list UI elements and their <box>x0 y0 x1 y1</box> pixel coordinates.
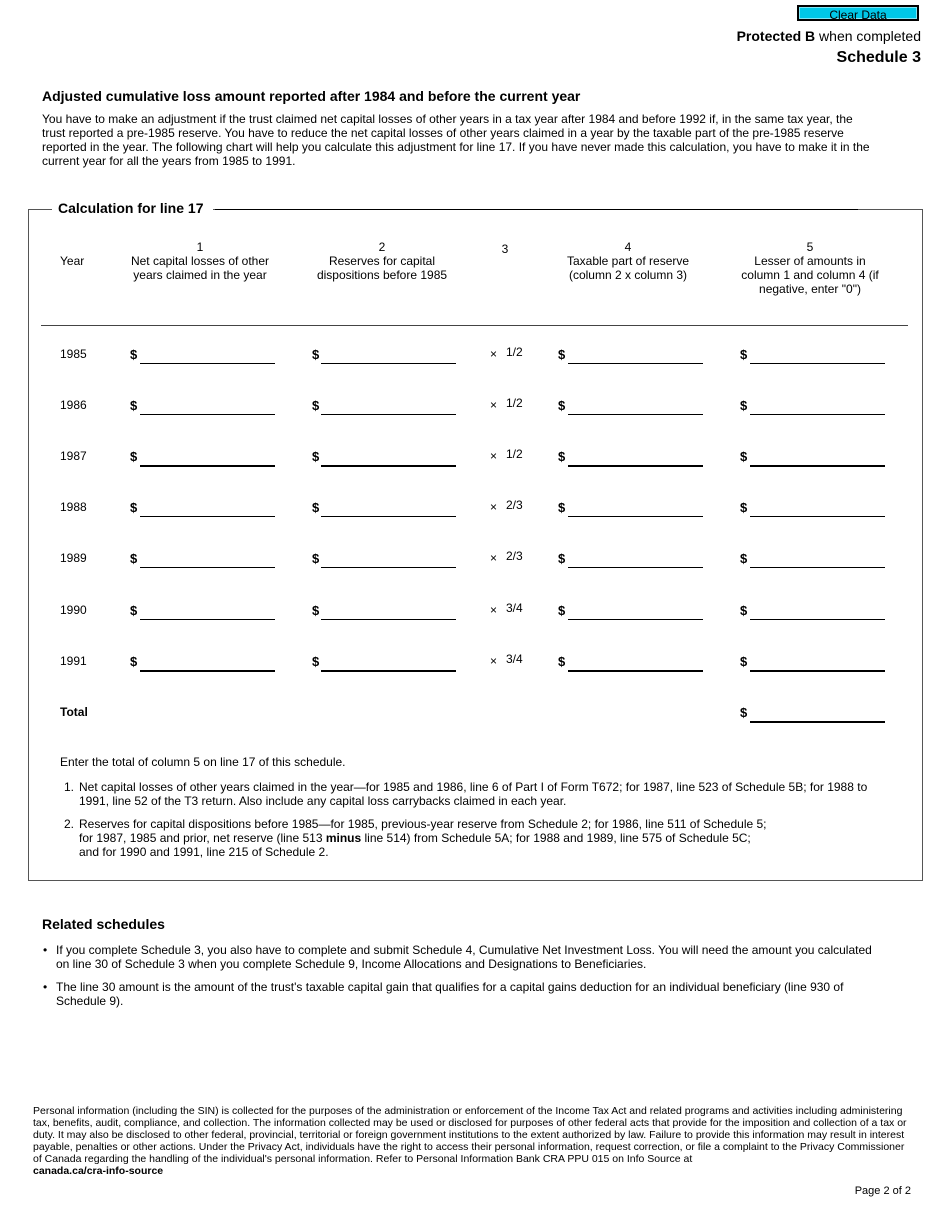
row-column-4-input[interactable] <box>568 553 703 568</box>
column-3-header: 3 <box>501 242 509 256</box>
row-column-4-input[interactable] <box>568 502 703 517</box>
row-column-4-input[interactable] <box>568 605 703 620</box>
row-year: 1986 <box>60 398 87 412</box>
dollar-sign: $ <box>740 398 748 413</box>
row-column-2-input[interactable] <box>321 656 456 672</box>
row-column-1-input[interactable] <box>140 400 275 415</box>
protected-b-label: Protected B when completed <box>736 28 921 44</box>
row-column-2-input[interactable] <box>321 502 456 517</box>
column-5-header: 5 Lesser of amounts in column 1 and column 4 (if negative, enter "0") <box>741 240 879 296</box>
row-factor: 2/3 <box>506 498 523 512</box>
row-column-5-input[interactable] <box>750 349 885 364</box>
dollar-sign: $ <box>312 500 320 515</box>
multiply-sign: × <box>490 551 498 565</box>
column-4-header: 4 Taxable part of reserve (column 2 x column 3) <box>566 240 690 282</box>
note-2: 2. Reserves for capital dispositions before 1985—for 1985, previous-year reserve from Schedule 2; for 1986, line 511 of Schedule 5; for 1987, 1985 and prior, net reserve (line 513 minus line 514) from Schedule 5A; for 1988 and 1989, line 575 of Schedule 5C; and for 1990 and 1991, line 215 of Schedule 2. <box>64 817 767 859</box>
row-column-5-input[interactable] <box>750 553 885 568</box>
schedule-title: Schedule 3 <box>836 49 921 66</box>
row-factor: 1/2 <box>506 345 523 359</box>
row-column-4-input[interactable] <box>568 400 703 415</box>
row-column-2-input[interactable] <box>321 400 456 415</box>
dollar-sign: $ <box>740 500 748 515</box>
dollar-sign: $ <box>130 347 138 362</box>
row-column-1-input[interactable] <box>140 451 275 467</box>
multiply-sign: × <box>490 500 498 514</box>
dollar-sign: $ <box>558 551 566 566</box>
multiply-sign: × <box>490 347 498 361</box>
dollar-sign: $ <box>740 705 748 720</box>
dollar-sign: $ <box>558 654 566 669</box>
privacy-notice: Personal information (including the SIN) is collected for the purposes of the administration or enforcement of the Income Tax Act and related programs and activities including administering tax, benefits, audit, compliance, and collection. The information collected may be used or disclosed for purposes of other federal acts that provide for the imposition and collection of a tax or duty. It may also be disclosed to other federal, provincial, territorial or foreign government institutions to the extent authorized by law. Failure to provide this information may result in interest payable, penalties or other actions. Under the Privacy Act, individuals have the right to access their personal information, request correction, or file a complaint to the Privacy Commissioner of Canada regarding the handling of the individual's personal information. Refer to Personal Information Bank CRA PPU 015 on Info Source at canada.ca/cra-info-source <box>33 1105 907 1177</box>
clear-data-button[interactable]: Clear Data <box>797 5 919 21</box>
dollar-sign: $ <box>130 449 138 464</box>
dollar-sign: $ <box>312 654 320 669</box>
row-year: 1988 <box>60 500 87 514</box>
multiply-sign: × <box>490 654 498 668</box>
row-column-4-input[interactable] <box>568 451 703 467</box>
row-column-1-input[interactable] <box>140 605 275 620</box>
multiply-sign: × <box>490 603 498 617</box>
dollar-sign: $ <box>312 398 320 413</box>
related-bullet-2: • The line 30 amount is the amount of the trust's taxable capital gain that qualifies for a capital gains deduction for an individual beneficiary (line 930 of Schedule 9). <box>43 980 844 1008</box>
row-factor: 1/2 <box>506 447 523 461</box>
row-year: 1987 <box>60 449 87 463</box>
dollar-sign: $ <box>558 603 566 618</box>
dollar-sign: $ <box>312 347 320 362</box>
header-rule <box>41 325 908 326</box>
row-year: 1989 <box>60 551 87 565</box>
dollar-sign: $ <box>130 398 138 413</box>
page-number: Page 2 of 2 <box>854 1185 911 1197</box>
related-schedules-title: Related schedules <box>42 916 165 932</box>
dollar-sign: $ <box>740 603 748 618</box>
dollar-sign: $ <box>740 449 748 464</box>
row-column-4-input[interactable] <box>568 656 703 672</box>
calculation-title-rule <box>215 209 858 210</box>
row-column-1-input[interactable] <box>140 656 275 672</box>
dollar-sign: $ <box>558 500 566 515</box>
note-1-number: 1. <box>64 780 75 794</box>
dollar-sign: $ <box>740 654 748 669</box>
dollar-sign: $ <box>130 500 138 515</box>
row-factor: 3/4 <box>506 601 523 615</box>
row-factor: 3/4 <box>506 652 523 666</box>
calculation-title: Calculation for line 17 <box>52 200 213 216</box>
dollar-sign: $ <box>130 654 138 669</box>
row-year: 1991 <box>60 654 87 668</box>
intro-paragraph: You have to make an adjustment if the trust claimed net capital losses of other years in a tax year after 1984 and before 1992 if, in the same tax year, the trust reported a pre-1985 reserve. You have to reduce the net capital losses of other years claimed in a year by the taxable part of the pre-1985 reserve reported in the year. The following chart will help you calculate this adjustment for line 17. If you have never made this calculation, you have to make it in the current year for all the years from 1985 to 1991. <box>42 112 870 168</box>
row-year: 1990 <box>60 603 87 617</box>
dollar-sign: $ <box>312 449 320 464</box>
row-column-2-input[interactable] <box>321 553 456 568</box>
dollar-sign: $ <box>740 347 748 362</box>
section-title: Adjusted cumulative loss amount reported after 1984 and before the current year <box>42 88 581 104</box>
note-2-number: 2. <box>64 817 75 831</box>
enter-total-instruction: Enter the total of column 5 on line 17 of this schedule. <box>60 755 346 769</box>
total-label: Total <box>60 705 88 719</box>
row-column-1-input[interactable] <box>140 502 275 517</box>
column-2-header: 2 Reserves for capital dispositions before 1985 <box>316 240 448 282</box>
dollar-sign: $ <box>312 603 320 618</box>
row-column-5-input[interactable] <box>750 605 885 620</box>
row-column-5-input[interactable] <box>750 400 885 415</box>
row-column-1-input[interactable] <box>140 553 275 568</box>
multiply-sign: × <box>490 449 498 463</box>
dollar-sign: $ <box>312 551 320 566</box>
row-column-2-input[interactable] <box>321 349 456 364</box>
dollar-sign: $ <box>558 449 566 464</box>
total-column-5-input[interactable] <box>750 707 885 723</box>
row-factor: 2/3 <box>506 549 523 563</box>
row-year: 1985 <box>60 347 87 361</box>
dollar-sign: $ <box>558 347 566 362</box>
row-factor: 1/2 <box>506 396 523 410</box>
row-column-1-input[interactable] <box>140 349 275 364</box>
dollar-sign: $ <box>558 398 566 413</box>
dollar-sign: $ <box>130 603 138 618</box>
row-column-5-input[interactable] <box>750 451 885 467</box>
row-column-2-input[interactable] <box>321 605 456 620</box>
row-column-4-input[interactable] <box>568 349 703 364</box>
column-1-header: 1 Net capital losses of other years claimed in the year <box>130 240 270 282</box>
note-1: 1. Net capital losses of other years claimed in the year—for 1985 and 1986, line 6 of Part I of Form T672; for 1987, line 523 of Schedule 5B; for 1988 to 1991, line 52 of the T3 return. Also include any capital loss carrybacks claimed in each year. <box>64 780 868 808</box>
year-column-header: Year <box>60 254 85 268</box>
dollar-sign: $ <box>130 551 138 566</box>
info-source-link[interactable]: canada.ca/cra-info-source <box>33 1165 164 1177</box>
multiply-sign: × <box>490 398 498 412</box>
dollar-sign: $ <box>740 551 748 566</box>
row-column-5-input[interactable] <box>750 502 885 517</box>
related-bullet-1: • If you complete Schedule 3, you also have to complete and submit Schedule 4, Cumulative Net Investment Loss. You will need the amount you calculated on line 30 of Schedule 3 when you complete Schedule 9, Income Allocations and Designations to Beneficiaries. <box>43 943 872 971</box>
row-column-5-input[interactable] <box>750 656 885 672</box>
row-column-2-input[interactable] <box>321 451 456 467</box>
